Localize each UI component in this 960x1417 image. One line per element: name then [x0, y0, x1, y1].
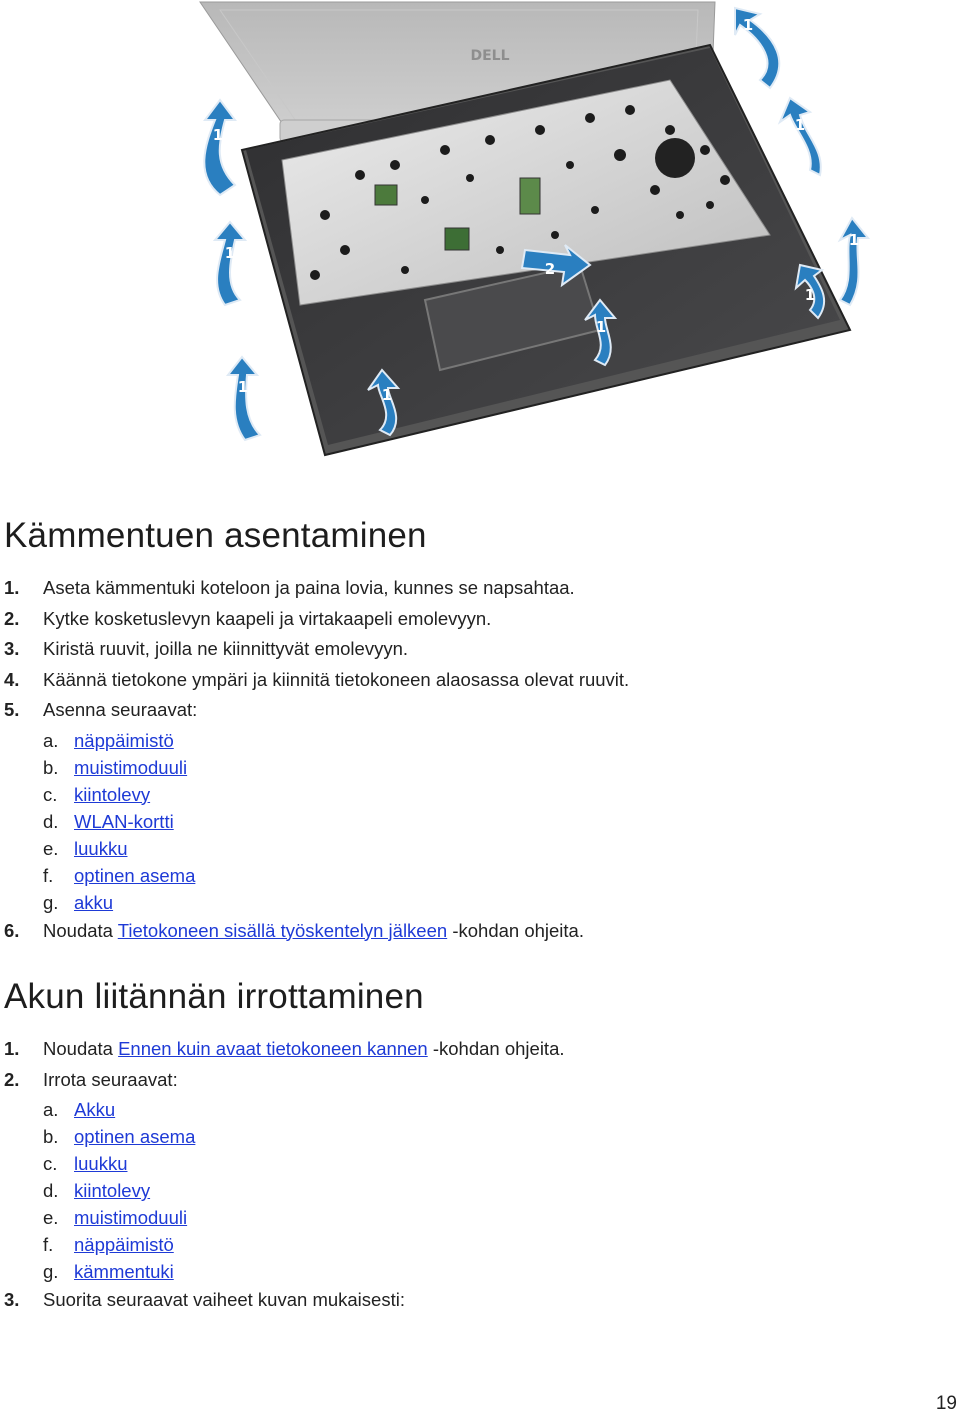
link-kammentuki[interactable]: kämmentuki [74, 1261, 174, 1282]
link-before-working-inside[interactable]: Ennen kuin avaat tietokoneen kannen [118, 1038, 428, 1059]
page-number: 19 [935, 1393, 957, 1414]
sub-item: c. kiintolevy [43, 783, 151, 805]
step-item: 3. Suorita seuraavat vaiheet kuvan mukaisesti: [4, 1289, 405, 1310]
section-title-battery-disconnect: Akun liitännän irrottaminen [4, 977, 424, 1016]
link-muistimoduuli[interactable]: muistimoduuli [74, 1207, 188, 1228]
install-components-list [43, 727, 629, 916]
arrow-step-label: 2 [544, 260, 556, 278]
link-akku[interactable]: Akku [74, 1099, 116, 1120]
link-wlan-kortti[interactable]: WLAN-kortti [74, 810, 174, 832]
link-optinen-asema[interactable]: optinen asema [74, 864, 196, 886]
link-nappaimisto[interactable]: näppäimistö [74, 729, 174, 751]
sub-item: d. WLAN-kortti [43, 810, 174, 832]
link-nappaimisto[interactable]: näppäimistö [74, 1234, 174, 1255]
step-item: 2. Kytke kosketuslevyn kaapeli ja virtakaapeli emolevyyn. [4, 607, 492, 629]
link-kiintolevy[interactable]: kiintolevy [74, 783, 151, 805]
link-kiintolevy[interactable]: kiintolevy [74, 1180, 151, 1201]
sub-item: c. luukku [43, 1153, 128, 1174]
link-muistimoduuli[interactable]: muistimoduuli [74, 756, 188, 778]
palmrest-install-steps [4, 573, 629, 946]
arrow-step-label: 1 [742, 16, 754, 34]
step-item: 4. Käännä tietokone ympäri ja kiinnitä tietokoneen alaosassa olevat ruuvit. [4, 668, 630, 690]
link-luukku[interactable]: luukku [74, 1153, 128, 1174]
arrow-step-label: 1 [794, 116, 806, 134]
section-title-palmrest-install: Kämmentuen asentaminen [4, 516, 427, 555]
sub-item: e. muistimoduuli [43, 1207, 188, 1228]
step-item: 3. Kiristä ruuvit, joilla ne kiinnittyvät emolevyyn. [4, 638, 409, 659]
palmrest-removal-illustration [150, 0, 910, 490]
sub-item: d. kiintolevy [43, 1180, 151, 1201]
step-item: 1. Noudata Ennen kuin avaat tietokoneen kannen -kohdan ohjeita. [4, 1038, 565, 1059]
remove-components-list [43, 1096, 565, 1285]
sub-item: b. muistimoduuli [43, 756, 188, 778]
arrow-step-label: 1 [848, 231, 860, 249]
dell-logo: DELL [470, 48, 510, 64]
arrow-step-label: 1 [224, 244, 236, 262]
step-item: 5. Asenna seuraavat: a. näppäimistö b. muistimoduuli c. kiintolevy d. WLAN-kortti e. luukku f. optinen asema g. akku [4, 695, 629, 916]
sub-item: b. optinen asema [43, 1126, 196, 1147]
arrow-step-label: 1 [804, 286, 816, 304]
sub-item: g. akku [43, 891, 114, 913]
link-akku[interactable]: akku [74, 891, 114, 913]
step-item: 1. Aseta kämmentuki koteloon ja paina lovia, kunnes se napsahtaa. [4, 577, 575, 598]
battery-disconnect-steps [4, 1034, 565, 1316]
arrow-step-label: 1 [381, 386, 393, 404]
arrow-step-label: 1 [212, 126, 224, 144]
sub-item: f. optinen asema [43, 864, 196, 886]
arrow-step-label: 1 [595, 318, 607, 336]
sub-item: e. luukku [43, 837, 128, 859]
sub-item: g. kämmentuki [43, 1261, 174, 1282]
sub-item: a. näppäimistö [43, 729, 174, 751]
arrow-step-label: 1 [237, 378, 249, 396]
sub-item: a. Akku [43, 1099, 116, 1120]
link-luukku[interactable]: luukku [74, 837, 128, 859]
step-item: 6. Noudata Tietokoneen sisällä työskentelyn jälkeen -kohdan ohjeita. [4, 919, 584, 941]
sub-item: f. näppäimistö [43, 1234, 174, 1255]
link-after-working-inside[interactable]: Tietokoneen sisällä työskentelyn jälkeen [117, 919, 448, 941]
link-optinen-asema[interactable]: optinen asema [74, 1126, 196, 1147]
step-item: 2. Irrota seuraavat: a. Akku b. optinen asema c. luukku d. kiintolevy e. muistimoduuli f. näppäimistö g. kämmentuki [4, 1065, 565, 1286]
